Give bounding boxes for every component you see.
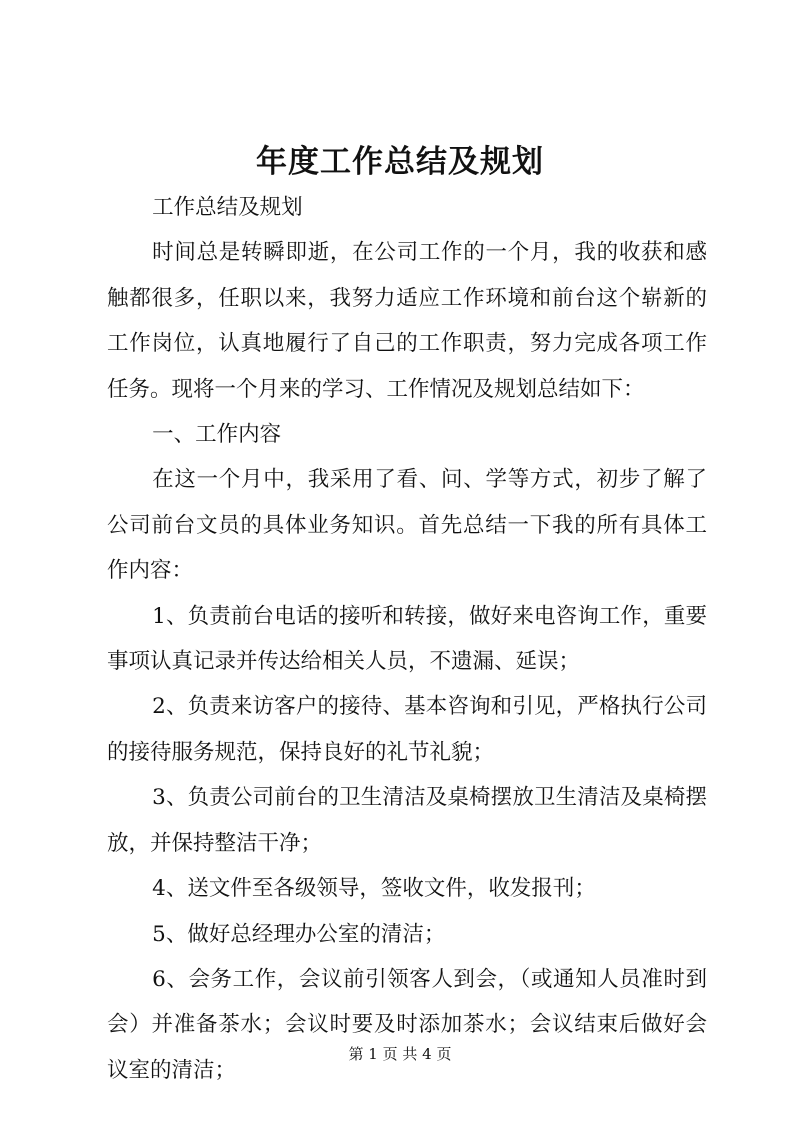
list-item-5: 5、做好总经理办公室的清洁； (152, 921, 446, 947)
document-body (107, 185, 707, 1093)
section-heading-work-content: 一、工作内容 (152, 422, 282, 448)
paragraph-subtitle: 工作总结及规划 (152, 195, 303, 220)
list-item-6: 6、会务工作，会议前引领客人到会，（或通知人员准时到会）并准备茶水；会议时要及时添加茶水；会议结束后做好会议室的清洁； (107, 966, 707, 1083)
document-title: 年度工作总结及规划 (256, 144, 544, 180)
list-item-1: 1、负责前台电话的接听和转接，做好来电咨询工作，重要事项认真记录并传达给相关人员，不遗漏、延误； (107, 603, 707, 675)
list-item-4: 4、送文件至各级领导，签收文件，收发报刊； (152, 876, 596, 902)
paragraph-overview: 在这一个月中，我采用了看、问、学等方式，初步了解了公司前台文员的具体业务知识。首先总结一下我的所有具体工作内容： (107, 467, 707, 584)
page-footer: 第 1 页 共 4 页 (348, 1045, 452, 1063)
list-item-2: 2、负责来访客户的接待、基本咨询和引见，严格执行公司的接待服务规范，保持良好的礼节礼貌； (107, 694, 707, 765)
paragraph-intro: 时间总是转瞬即逝，在公司工作的一个月，我的收获和感触都很多，任职以来，我努力适应工作环境和前台这个崭新的工作岗位，认真地履行了自己的工作职责，努力完成各项工作任务。现将一个月来的学习、工作情况及规划总结如下： (107, 240, 707, 402)
list-item-3: 3、负责公司前台的卫生清洁及桌椅摆放卫生清洁及桌椅摆放，并保持整洁干净； (107, 785, 707, 856)
